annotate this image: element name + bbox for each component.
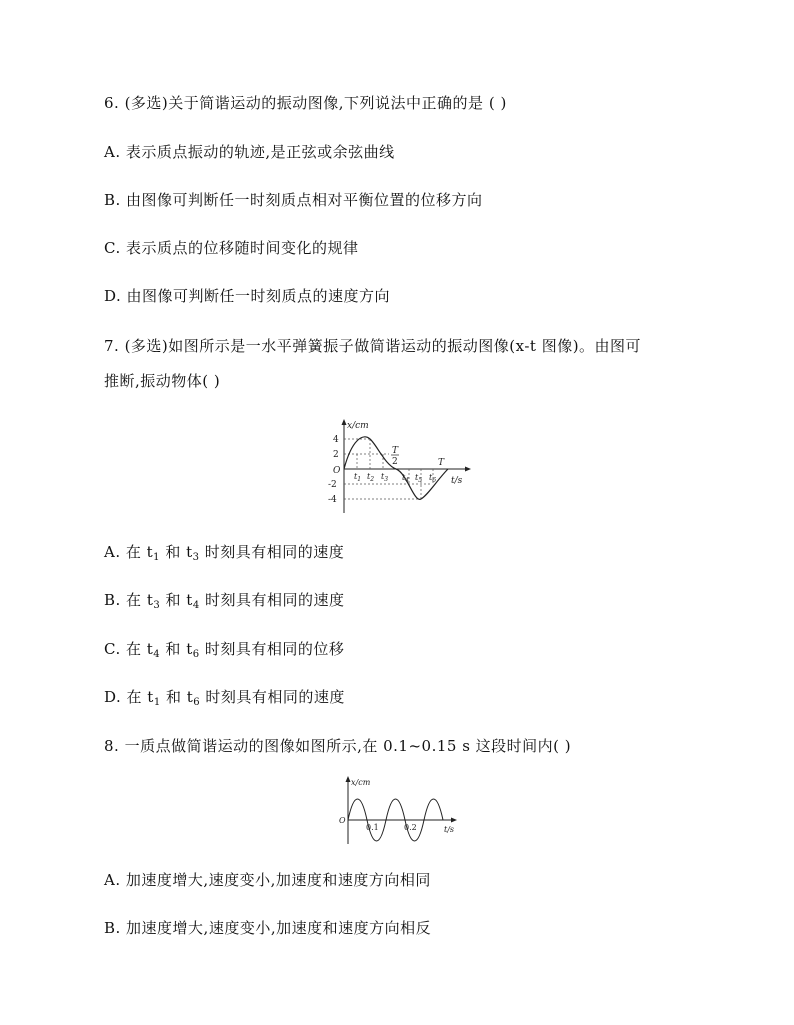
q8-option-b: B. 加速度增大,速度变小,加速度和速度方向相反 (104, 919, 432, 937)
q7-t5: $t_5$ (415, 473, 423, 484)
q7-option-d: D. 在 $t_1$ 和 $t_6$ 时刻具有相同的速度 (104, 688, 345, 708)
q8-ylabel: x/cm (351, 778, 371, 787)
q8-origin: O (339, 816, 346, 825)
q8-option-a: A. 加速度增大,速度变小,加速度和速度方向相同 (104, 871, 431, 889)
q7-stem-line1: 7. (多选)如图所示是一水平弹簧振子做简谐运动的振动图像(x-t 图像)。由图可 (104, 337, 642, 355)
q7-x-arrow (465, 467, 471, 472)
q7-ylabel: x/cm (347, 421, 369, 431)
q7-y-arrow (342, 419, 347, 425)
q8-figure (338, 774, 463, 846)
q6-option-a: A. 表示质点振动的轨迹,是正弦或余弦曲线 (104, 143, 395, 161)
q8-xtick-0.2: 0.2 (404, 823, 417, 832)
q7-t1: $t_1$ (354, 472, 362, 483)
q8-xtick-0.1: 0.1 (366, 823, 379, 832)
q8-x-arrow (451, 818, 457, 823)
q8-xlabel: t/s (444, 825, 455, 834)
q6-option-b: B. 由图像可判断任一时刻质点相对平衡位置的位移方向 (104, 191, 483, 209)
q6-option-d: D. 由图像可判断任一时刻质点的速度方向 (104, 287, 391, 305)
q8-y-arrow (346, 776, 351, 782)
q7-option-a: A. 在 $t_1$ 和 $t_3$ 时刻具有相同的速度 (104, 543, 345, 563)
q7-period-label: T (438, 458, 445, 468)
q6-stem: 6. (多选)关于简谐运动的振动图像,下列说法中正确的是 ( ) (104, 94, 507, 112)
q7-ytick-2: 2 (333, 450, 339, 460)
q7-t3: $t_3$ (381, 472, 389, 483)
q8-stem: 8. 一质点做简谐运动的图像如图所示,在 0.1~0.15 s 这段时间内( ) (104, 737, 572, 755)
q7-ytick-neg2: -2 (328, 480, 337, 490)
q7-t6: $t_6$ (429, 473, 437, 484)
q7-origin: O (333, 466, 341, 476)
q7-t2: $t_2$ (367, 472, 375, 483)
q7-figure (325, 417, 475, 517)
q7-stem-line2: 推断,振动物体( ) (104, 372, 221, 390)
q7-option-c: C. 在 $t_4$ 和 $t_6$ 时刻具有相同的位移 (104, 640, 345, 660)
q7-ytick-neg4: -4 (328, 495, 337, 505)
q7-half-period-den: 2 (392, 457, 398, 467)
q7-xlabel: t/s (451, 476, 463, 486)
q7-half-period-num: T (392, 446, 399, 456)
q7-t4: $t_4$ (402, 473, 410, 484)
q7-ytick-4: 4 (333, 435, 339, 445)
q6-option-c: C. 表示质点的位移随时间变化的规律 (104, 239, 359, 257)
q7-option-b: B. 在 $t_3$ 和 $t_4$ 时刻具有相同的速度 (104, 591, 345, 611)
